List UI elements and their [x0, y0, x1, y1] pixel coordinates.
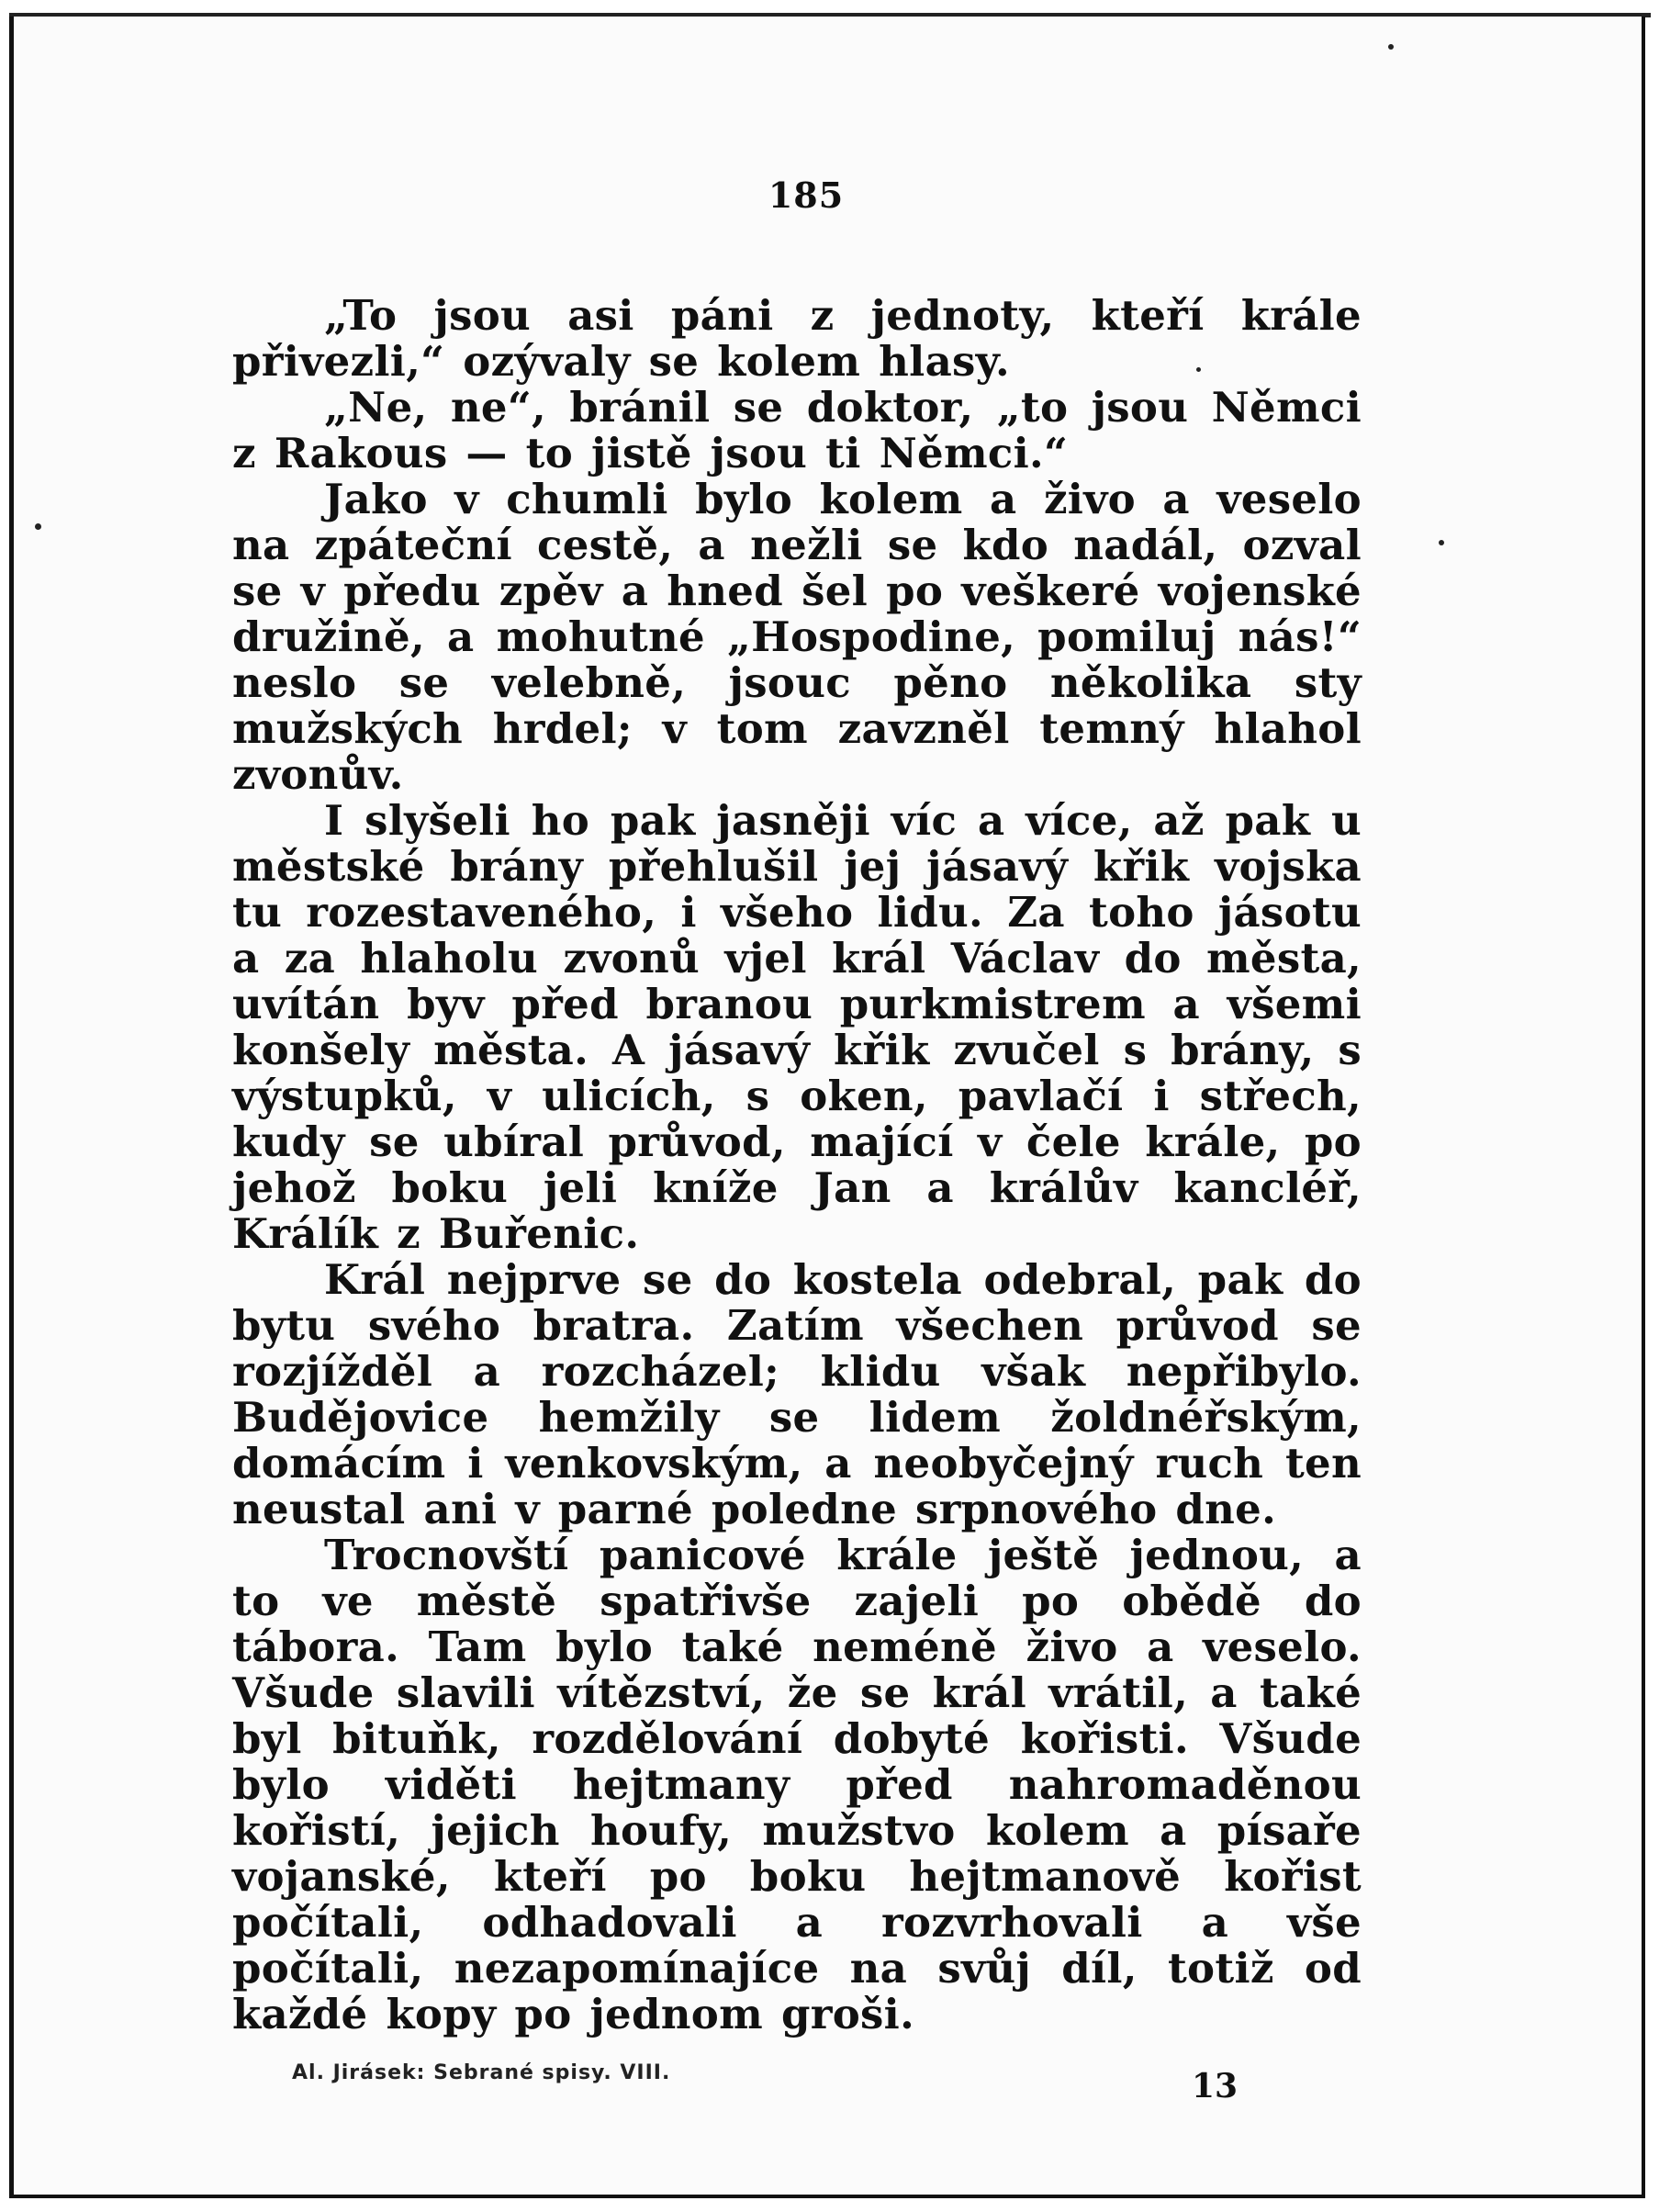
- footer-signature: Al. Jirásek: Sebrané spisy. VIII.: [292, 2061, 671, 2084]
- page-number: 185: [768, 174, 845, 216]
- paragraph-4: I slyšeli ho pak jasněji víc a více, až pak u městské brány přehlušil jej jásavý křik vojska tu rozestaveného, i všeho lidu. Za toho jásotu a za hlaholu zvonů vjel král Václav do města, uvítán byv před branou purkmistrem a všemi konšely města. A jásavý křik zvučel s brány, s výstupků, v ulicích, s oken, pavlačí i střech, kudy se ubíral průvod, mající v čele krále, po jehož boku jeli kníže Jan a králův kancléř, Králík z Buřenic.: [232, 796, 1362, 1258]
- book-page: [232, 174, 1362, 2104]
- page-footer: [232, 2049, 1362, 2104]
- paragraph-3: Jako v chumli bylo kolem a živo a veselo na zpáteční cestě, a nežli se kdo nadál, ozval se v předu zpěv a hned šel po veškeré vojenské družině, a mohutné „Hospodine, pomiluj nás!“ neslo se velebně, jsouc pěno několika sty mužských hrdel; v tom zavzněl temný hlahol zvonův.: [232, 475, 1362, 799]
- paragraph-1: „To jsou asi páni z jednoty, kteří krále přivezli,“ ozývaly se kolem hlasy.: [232, 291, 1362, 386]
- paragraph-5: Král nejprve se do kostela odebral, pak do bytu svého bratra. Zatím všechen průvod se rozjížděl a rozcházel; klidu však nepřibylo. Budějovice hemžily se lidem žoldnéřským, domácím i venkovským, a neobyčejný ruch ten neustal ani v parné poledne srpnového dne.: [232, 1255, 1362, 1533]
- print-speck: [1439, 540, 1444, 545]
- paragraph-2: „Ne, ne“, bránil se doktor, „to jsou Němci z Rakous — to jistě jsou ti Němci.“: [232, 383, 1362, 477]
- sheet-number: 13: [1192, 2067, 1239, 2105]
- print-speck: [1388, 44, 1394, 50]
- print-speck: [35, 523, 41, 530]
- paragraph-6: Trocnovští panicové krále ještě jednou, a to ve městě spatřivše zajeli po obědě do tábora. Tam bylo také neméně živo a veselo. Všude slavili vítězství, že se král vrátil, a také byl bituňk, rozdělování dobyté kořisti. Všude bylo viděti hejtmany před nahromaděnou kořistí, jejich houfy, mužstvo kolem a písaře vojanské, kteří po boku hejtmanově kořist počítali, odhadovali a rozvrhovali a vše počítali, nezapomínajíce na svůj díl, totiž od každé kopy po jednom groši.: [232, 1531, 1362, 2038]
